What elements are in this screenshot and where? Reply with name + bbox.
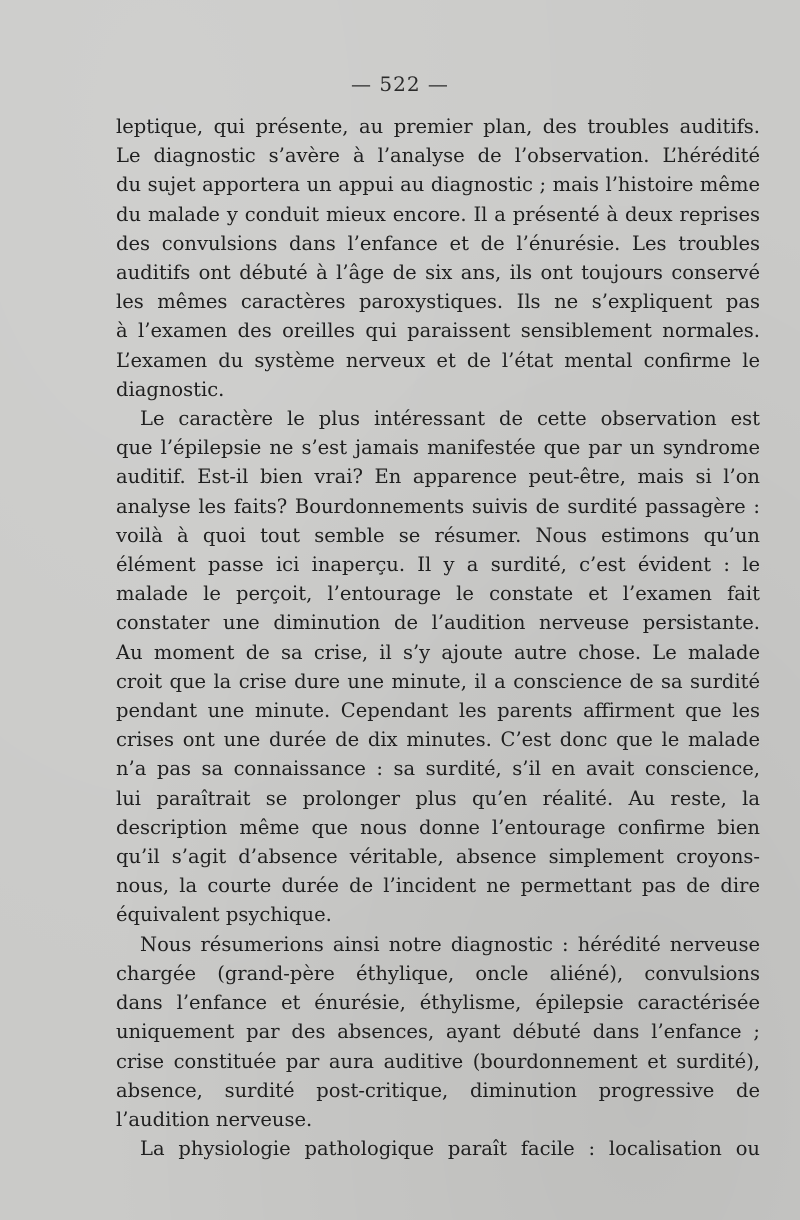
paragraph [116,1134,760,1163]
paragraph [116,404,760,930]
text-line: Le caractère le plus intéressant de cette observation est [140,407,760,431]
text-line: constater une diminution de l’audition nerveuse persistante. [116,611,760,635]
text-line: qu’il s’agit d’absence véritable, absence simplement croyons- [116,845,760,869]
text-line: uniquement par des absences, ayant débuté dans l’enfance ; [116,1020,760,1044]
text-line: auditif. Est-il bien vrai? En apparence peut-être, mais si l’on [116,465,760,489]
text-line: pendant une minute. Cependant les parents affirment que les [116,699,760,723]
text-line: lui paraîtrait se prolonger plus qu’en réalité. Au reste, la [116,786,760,810]
text-line: crise constituée par aura auditive (bourdonnement et surdité), [116,1049,760,1073]
text-line: dans l’enfance et énurésie, éthylisme, épilepsie caractérisée [116,991,760,1015]
text-line: que l’épilepsie ne s’est jamais manifestée que par un syndrome [116,436,760,460]
text-line: élément passe ici inaperçu. Il y a surdité, c’est évident : le [116,553,760,577]
text-line: Nous résumerions ainsi notre diagnostic : hérédité nerveuse [140,932,760,956]
text-line: auditifs ont débuté à l’âge de six ans, ils ont toujours conservé [116,261,760,285]
text-line: leptique, qui présente, au premier plan, des troubles auditifs. [116,115,760,138]
body-text [116,112,760,1163]
paragraph [116,112,760,404]
text-line: les mêmes caractères paroxystiques. Ils ne s’expliquent pas [116,290,760,314]
paragraph [116,930,760,1134]
text-line: diagnostic. [116,377,225,401]
page-number: — 522 — [351,72,449,96]
text-line: croit que la crise dure une minute, il a conscience de sa surdité [116,669,760,693]
text-line: analyse les faits? Bourdonnements suivis de surdité passagère : [116,494,760,518]
text-line: L’examen du système nerveux et de l’état mental confirme le [116,348,760,372]
text-line: voilà à quoi tout semble se résumer. Nous estimons qu’un [116,523,760,547]
text-line: des convulsions dans l’enfance et de l’énurésie. Les troubles [116,231,760,255]
text-line: malade le perçoit, l’entourage le constate et l’examen fait [116,582,760,606]
text-line: équivalent psychique. [116,903,332,927]
text-line: du malade y conduit mieux encore. Il a présenté à deux reprises [116,202,760,226]
text-line: crises ont une durée de dix minutes. C’est donc que le malade [116,728,760,752]
text-line: Au moment de sa crise, il s’y ajoute autre chose. Le malade [116,640,760,664]
text-line: à l’examen des oreilles qui paraissent sensiblement normales. [116,319,760,343]
text-line: La physiologie pathologique paraît facile : localisation ou [140,1137,760,1161]
text-line: nous, la courte durée de l’incident ne permettant pas de dire [116,874,760,898]
text-line: description même que nous donne l’entourage confirme bien [116,815,760,839]
text-line: du sujet apportera un appui au diagnostic ; mais l’histoire même [116,173,760,197]
text-line: Le diagnostic s’avère à l’analyse de l’observation. L’hérédité [116,144,760,168]
text-line: chargée (grand-père éthylique, oncle aliéné), convulsions [116,961,760,985]
text-line: absence, surdité post-critique, diminution progressive de [116,1078,760,1102]
text-line: n’a pas sa connaissance : sa surdité, s’il en avait conscience, [116,757,760,781]
text-line: l’audition nerveuse. [116,1107,313,1131]
